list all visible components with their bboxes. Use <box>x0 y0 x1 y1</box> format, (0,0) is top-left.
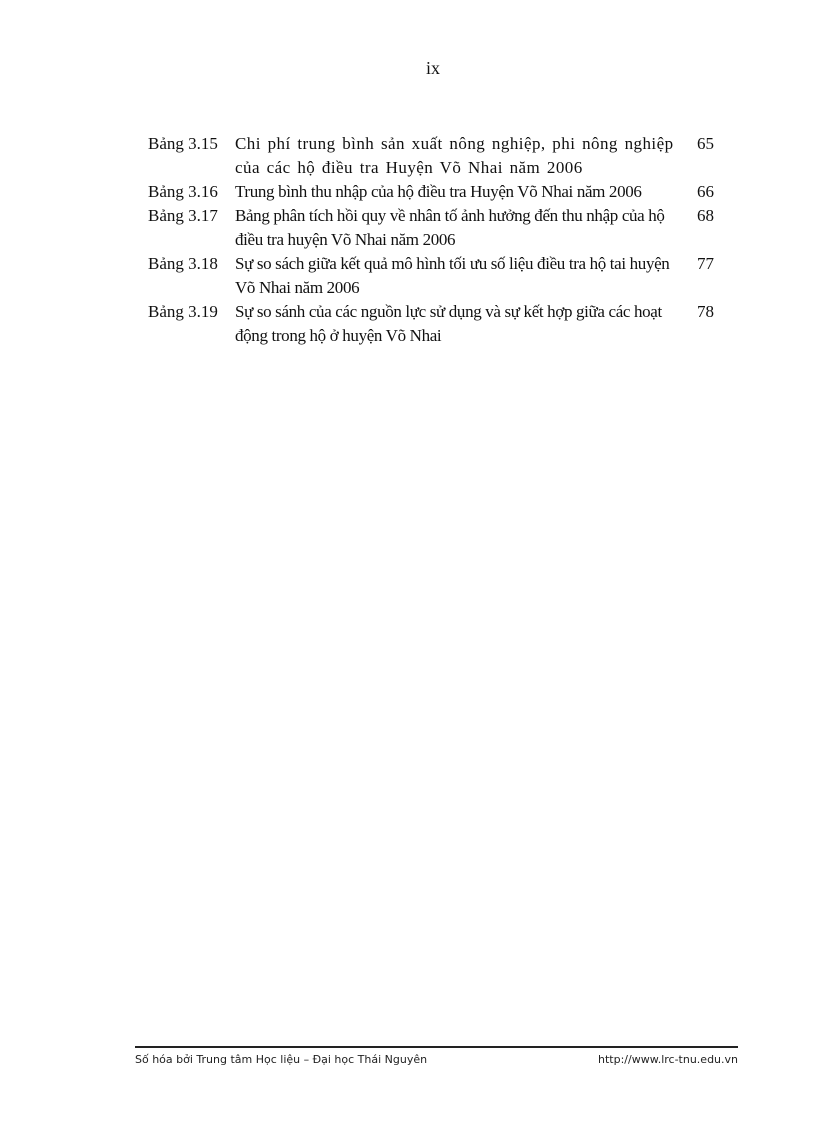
toc-entry-title: Sự so sánh của các nguồn lực sử dụng và sự kết hợp giữa các hoạt động trong hộ ở huyện Võ Nhai <box>235 302 662 345</box>
toc-entry-title: Bảng phân tích hồi quy về nhân tố ảnh hưởng đến thu nhập của hộ điều tra huyện Võ Nhai năm 2006 <box>235 206 665 249</box>
toc-entry <box>148 132 714 180</box>
toc-entry-label: Bảng 3.19 <box>148 302 218 321</box>
toc-entry <box>148 180 714 204</box>
toc-entry-page: 65 <box>697 134 714 153</box>
toc-entry-label: Bảng 3.16 <box>148 182 218 201</box>
toc-entry <box>148 252 714 300</box>
footer-credit: Số hóa bởi Trung tâm Học liệu – Đại học Thái Nguyên <box>135 1053 428 1066</box>
toc-entry-page: 66 <box>697 182 714 201</box>
footer-divider <box>135 1046 738 1048</box>
page-number: ix <box>425 58 440 78</box>
toc-entry-title: Trung bình thu nhập của hộ điều tra Huyện Võ Nhai năm 2006 <box>235 182 642 201</box>
toc-entry <box>148 204 714 252</box>
toc-entry-title: Chi phí trung bình sản xuất nông nghiệp, phi nông nghiệp của các hộ điều tra Huyện Võ Nhai năm 2006 <box>235 134 674 177</box>
toc-entry-page: 77 <box>697 254 714 273</box>
toc-entry-label: Bảng 3.15 <box>148 134 218 153</box>
toc-entry-label: Bảng 3.18 <box>148 254 218 273</box>
toc-entry-page: 68 <box>697 206 714 225</box>
table-list <box>148 132 714 348</box>
toc-entry <box>148 300 714 348</box>
toc-entry-title: Sự so sách giữa kết quả mô hình tối ưu số liệu điều tra hộ tai huyện Võ Nhai năm 2006 <box>235 254 670 297</box>
toc-entry-page: 78 <box>697 302 714 321</box>
toc-entry-label: Bảng 3.17 <box>148 206 218 225</box>
footer-url: http://www.lrc-tnu.edu.vn <box>598 1053 738 1066</box>
